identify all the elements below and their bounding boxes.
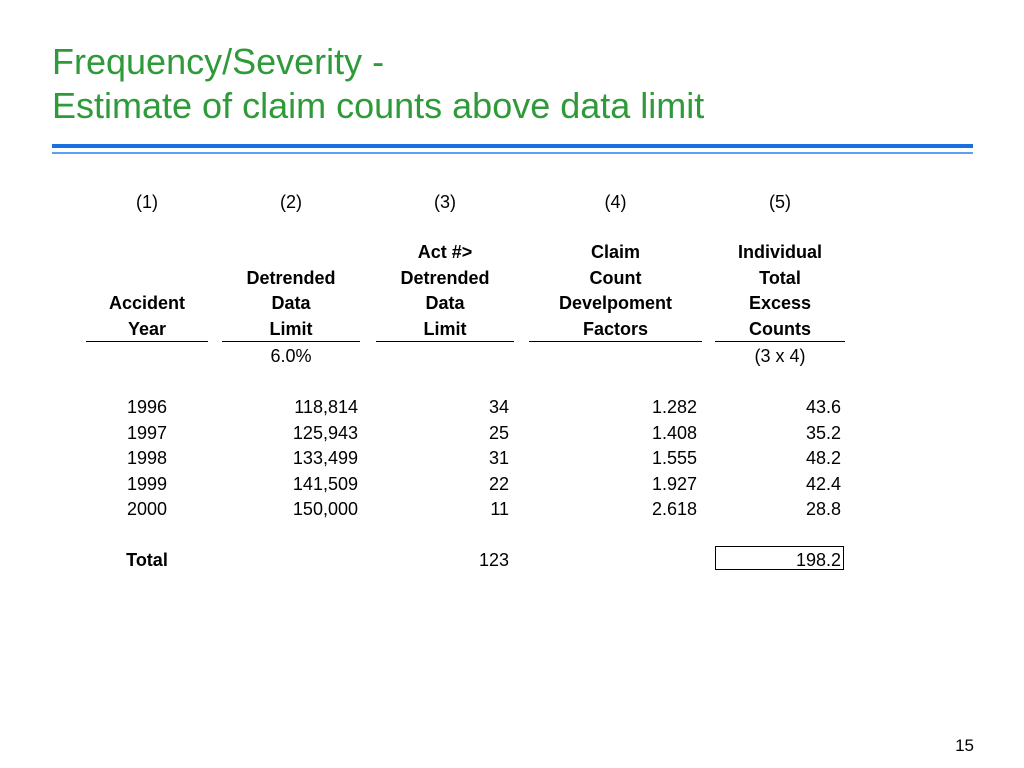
row-factor: 1.555	[651, 448, 697, 468]
header-individual: Individual	[737, 242, 822, 262]
row-factor: 1.282	[651, 397, 697, 417]
row-count: 25	[488, 423, 509, 443]
row-limit: 150,000	[292, 499, 358, 519]
col-number-3: (3)	[434, 192, 456, 212]
header-underline-5	[715, 341, 845, 342]
col-number-4: (4)	[604, 192, 627, 212]
row-year: 1998	[126, 448, 168, 468]
header-data: Data	[271, 293, 311, 313]
header-excess: Excess	[748, 293, 812, 313]
formula-note: (3 x 4)	[754, 346, 806, 366]
row-count: 22	[488, 474, 509, 494]
title-rule-thick	[52, 144, 973, 148]
header-underline-4	[529, 341, 702, 342]
title-line-2: Estimate of claim counts above data limit	[52, 85, 705, 126]
total-excess: 198.2	[795, 550, 841, 570]
col-number-2: (2)	[280, 192, 302, 212]
header-limit: Limit	[423, 319, 467, 339]
row-year: 1997	[126, 423, 168, 443]
header-count: Count	[589, 268, 642, 288]
row-limit: 141,509	[292, 474, 358, 494]
row-factor: 1.408	[651, 423, 697, 443]
row-limit: 125,943	[292, 423, 358, 443]
row-factor: 2.618	[651, 499, 697, 519]
header-underline-2	[222, 341, 360, 342]
row-excess: 35.2	[805, 423, 841, 443]
header-accident: Accident	[108, 293, 186, 313]
row-year: 1996	[126, 397, 168, 417]
row-year: 2000	[126, 499, 168, 519]
row-factor: 1.927	[651, 474, 697, 494]
row-count: 31	[488, 448, 509, 468]
header-detrended: Detrended	[246, 268, 336, 288]
header-year: Year	[127, 319, 167, 339]
header-factors: Factors	[582, 319, 649, 339]
header-development: Develpoment	[558, 293, 673, 313]
header-counts: Counts	[749, 319, 811, 339]
row-excess: 42.4	[805, 474, 841, 494]
header-underline-3	[376, 341, 514, 342]
row-excess: 28.8	[805, 499, 841, 519]
slide-title	[52, 40, 704, 128]
header-data: Data	[425, 293, 465, 313]
total-label: Total	[126, 550, 168, 570]
title-line-1: Frequency/Severity -	[52, 41, 385, 82]
row-excess: 43.6	[805, 397, 841, 417]
row-limit: 118,814	[294, 397, 358, 417]
total-count: 123	[478, 550, 509, 570]
row-count: 34	[488, 397, 509, 417]
col-number-5: (5)	[769, 192, 791, 212]
header-limit: Limit	[269, 319, 313, 339]
row-year: 1999	[126, 474, 168, 494]
row-excess: 48.2	[805, 448, 841, 468]
row-count: 11	[490, 499, 509, 519]
col-number-1: (1)	[136, 192, 158, 212]
header-detrended: Detrended	[400, 268, 490, 288]
header-act-count: Act #>	[417, 242, 473, 262]
header-total: Total	[759, 268, 801, 288]
header-underline-1	[86, 341, 208, 342]
title-rule-thin	[52, 152, 973, 154]
page-number: 15	[955, 736, 974, 755]
header-claim: Claim	[590, 242, 641, 262]
row-limit: 133,499	[292, 448, 358, 468]
trend-rate-note: 6.0%	[270, 346, 312, 366]
